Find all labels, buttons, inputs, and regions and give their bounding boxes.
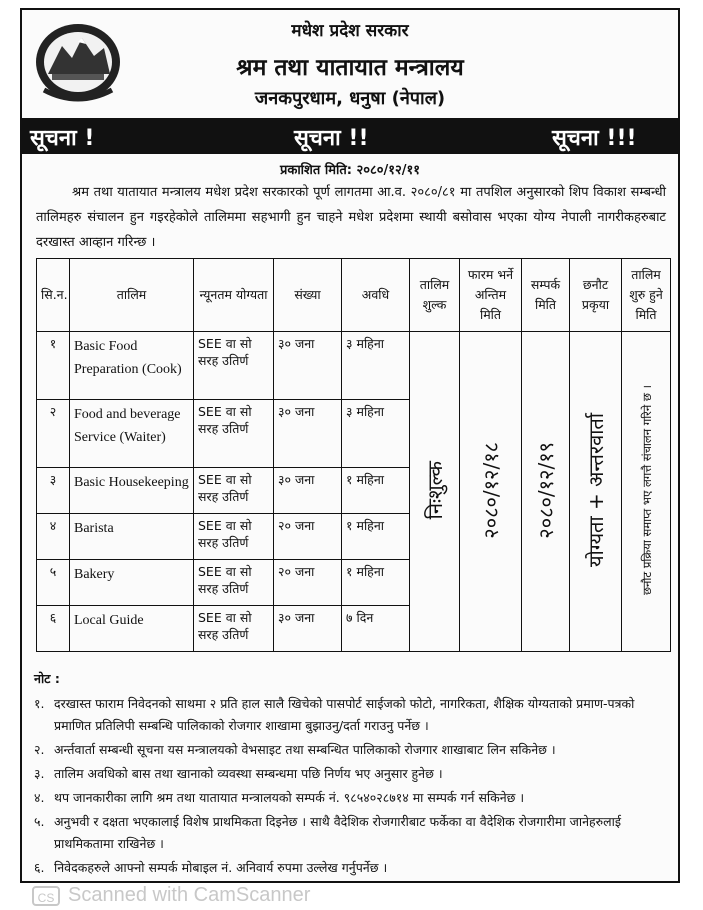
header-count: संख्या — [274, 259, 342, 332]
row-count: ३० जना — [274, 606, 342, 652]
banner-left-text: सूचना ! — [30, 126, 95, 151]
row-count: २० जना — [274, 514, 342, 560]
row-qualification: SEE वा सो सरह उतिर्ण — [194, 332, 274, 400]
office-location: जनकपुरधाम, धनुषा (नेपाल) — [254, 88, 446, 109]
note-number: २. — [34, 742, 45, 757]
note-item — [34, 763, 670, 785]
note-text: दरखास्त फाराम निवेदनको साथमा २ प्रति हाल सालै खिचेको पासपोर्ट साईजको फोटो, नागरिकता, शैक्षिक योग्यताको प्रमाण-पत्रको प्रमाणित प्रतिलिपी सम्बन्धि पालिकाको रोजगार शाखामा बुझाउनु/दर्ता गराउनु पर्नेछ । — [54, 696, 635, 733]
row-training: Local Guide — [70, 606, 194, 652]
header-duration: अवधि — [342, 259, 410, 332]
form-deadline-text: २०८०/१२/१८ — [479, 441, 503, 539]
row-serial: ३ — [37, 468, 70, 514]
banner-center-text: सूचना !! — [294, 126, 369, 151]
form-deadline-cell — [460, 332, 522, 652]
note-number: ५. — [34, 814, 45, 829]
header-serial: सि.न. — [37, 259, 70, 332]
header-training: तालिम — [70, 259, 194, 332]
row-serial: २ — [37, 400, 70, 468]
row-count: ३० जना — [274, 332, 342, 400]
notice-header — [22, 10, 678, 122]
note-text: अनुभवी र दक्षता भएकालाई विशेष प्राथमिकता दिइनेछ । साथै वैदेशिक रोजगारीबाट फर्केका वा वैदेशिक रोजगारीमा जानेहरुलाई प्राथमिकतामा राखिनेछ । — [54, 814, 621, 851]
row-training: Food and beverage Service (Waiter) — [70, 400, 194, 468]
row-training: Bakery — [70, 560, 194, 606]
note-item — [34, 693, 670, 737]
note-text: निवेदकहरुले आफ्नो सम्पर्क मोबाइल नं. अनिवार्य रुपमा उल्लेख गर्नुपर्नेछ । — [54, 860, 388, 875]
contact-date-cell — [522, 332, 570, 652]
table-header-row — [37, 259, 671, 332]
row-serial: ४ — [37, 514, 70, 560]
row-count: ३० जना — [274, 400, 342, 468]
banner-right-text: सूचना !!! — [552, 126, 637, 151]
row-duration: ७ दिन — [342, 606, 410, 652]
note-item — [34, 787, 670, 809]
row-count: ३० जना — [274, 468, 342, 514]
start-date-text: छनौट प्रक्रिया समाप्त भए लगत्तै संचालन गरिने छ । — [639, 384, 654, 596]
intro-paragraph: श्रम तथा यातायात मन्त्रालय मधेश प्रदेश सरकारको पूर्ण लागतमा आ.व. २०८०/८१ मा तपशिल अनुसारको शिप विकाश सम्बन्धी तालिमहरु संचालन हुन गइरहेकोले तालिममा सहभागी हुन चाहने मधेश प्रदेशमा स्थायी बसोवास भएका योग्य नेपाली नागरीकहरुबाट दरखास्त आव्हान गरिन्छ । — [36, 185, 666, 250]
training-table — [36, 258, 671, 652]
row-training: Barista — [70, 514, 194, 560]
row-duration: १ महिना — [342, 560, 410, 606]
header-selection: छनौट प्रकृया — [570, 259, 622, 332]
notes-title: नोट : — [34, 671, 60, 686]
note-item — [34, 811, 670, 855]
note-number: १. — [34, 696, 45, 711]
camscanner-logo-icon: CS — [32, 886, 60, 906]
ministry-name: श्रम तथा यातायात मन्त्रालय — [236, 55, 464, 81]
notes-section — [34, 670, 670, 881]
notice-banner — [22, 118, 678, 154]
header-contact-date: सम्पर्क मिति — [522, 259, 570, 332]
table-row — [37, 332, 671, 400]
scanner-watermark — [32, 884, 310, 908]
header-qualification: न्यूनतम योग्यता — [194, 259, 274, 332]
header-form-deadline: फारम भर्ने अन्तिम मिति — [460, 259, 522, 332]
notice-page — [20, 8, 680, 883]
published-date: प्रकाशित मिति: २०८०/१२/११ — [279, 163, 421, 178]
note-item — [34, 739, 670, 761]
row-duration: ३ महिना — [342, 332, 410, 400]
selection-text: योग्यता + अन्तरवार्ता — [584, 413, 608, 567]
watermark-text: Scanned with CamScanner — [68, 884, 311, 906]
fee-cell — [410, 332, 460, 652]
row-duration: ३ महिना — [342, 400, 410, 468]
row-serial: ६ — [37, 606, 70, 652]
selection-cell — [570, 332, 622, 652]
header-start-date: तालिम शुरु हुने मिति — [622, 259, 671, 332]
row-serial: ५ — [37, 560, 70, 606]
row-qualification: SEE वा सो सरह उतिर्ण — [194, 606, 274, 652]
row-training: Basic Food Preparation (Cook) — [70, 332, 194, 400]
row-duration: १ महिना — [342, 468, 410, 514]
note-item — [34, 857, 670, 879]
government-name: मधेश प्रदेश सरकार — [291, 21, 409, 41]
row-count: २० जना — [274, 560, 342, 606]
row-qualification: SEE वा सो सरह उतिर्ण — [194, 468, 274, 514]
row-qualification: SEE वा सो सरह उतिर्ण — [194, 560, 274, 606]
row-qualification: SEE वा सो सरह उतिर्ण — [194, 514, 274, 560]
note-number: ६. — [34, 860, 45, 875]
note-text: अर्न्तवार्ता सम्बन्धी सूचना यस मन्त्रालयको वेभसाइट तथा सम्बन्धित पालिकाको रोजगार शाखाबाट लिन सकिनेछ । — [54, 742, 556, 757]
start-date-cell — [622, 332, 671, 652]
header-fee: तालिम शुल्क — [410, 259, 460, 332]
row-duration: १ महिना — [342, 514, 410, 560]
fee-text: निःशुल्क — [423, 460, 447, 520]
contact-date-text: २०८०/१२/१९ — [534, 441, 558, 539]
note-text: तालिम अवधिको बास तथा खानाको व्यवस्था सम्बन्धमा पछि निर्णय भए अनुसार हुनेछ । — [54, 766, 443, 781]
row-qualification: SEE वा सो सरह उतिर्ण — [194, 400, 274, 468]
note-text: थप जानकारीका लागि श्रम तथा यातायात मन्त्रालयको सम्पर्क नं. ९८५४०२८७१४ मा सम्पर्क गर्न सकिनेछ । — [54, 790, 525, 805]
row-serial: १ — [37, 332, 70, 400]
row-training: Basic Housekeeping — [70, 468, 194, 514]
note-number: ३. — [34, 766, 45, 781]
note-number: ४. — [34, 790, 45, 805]
